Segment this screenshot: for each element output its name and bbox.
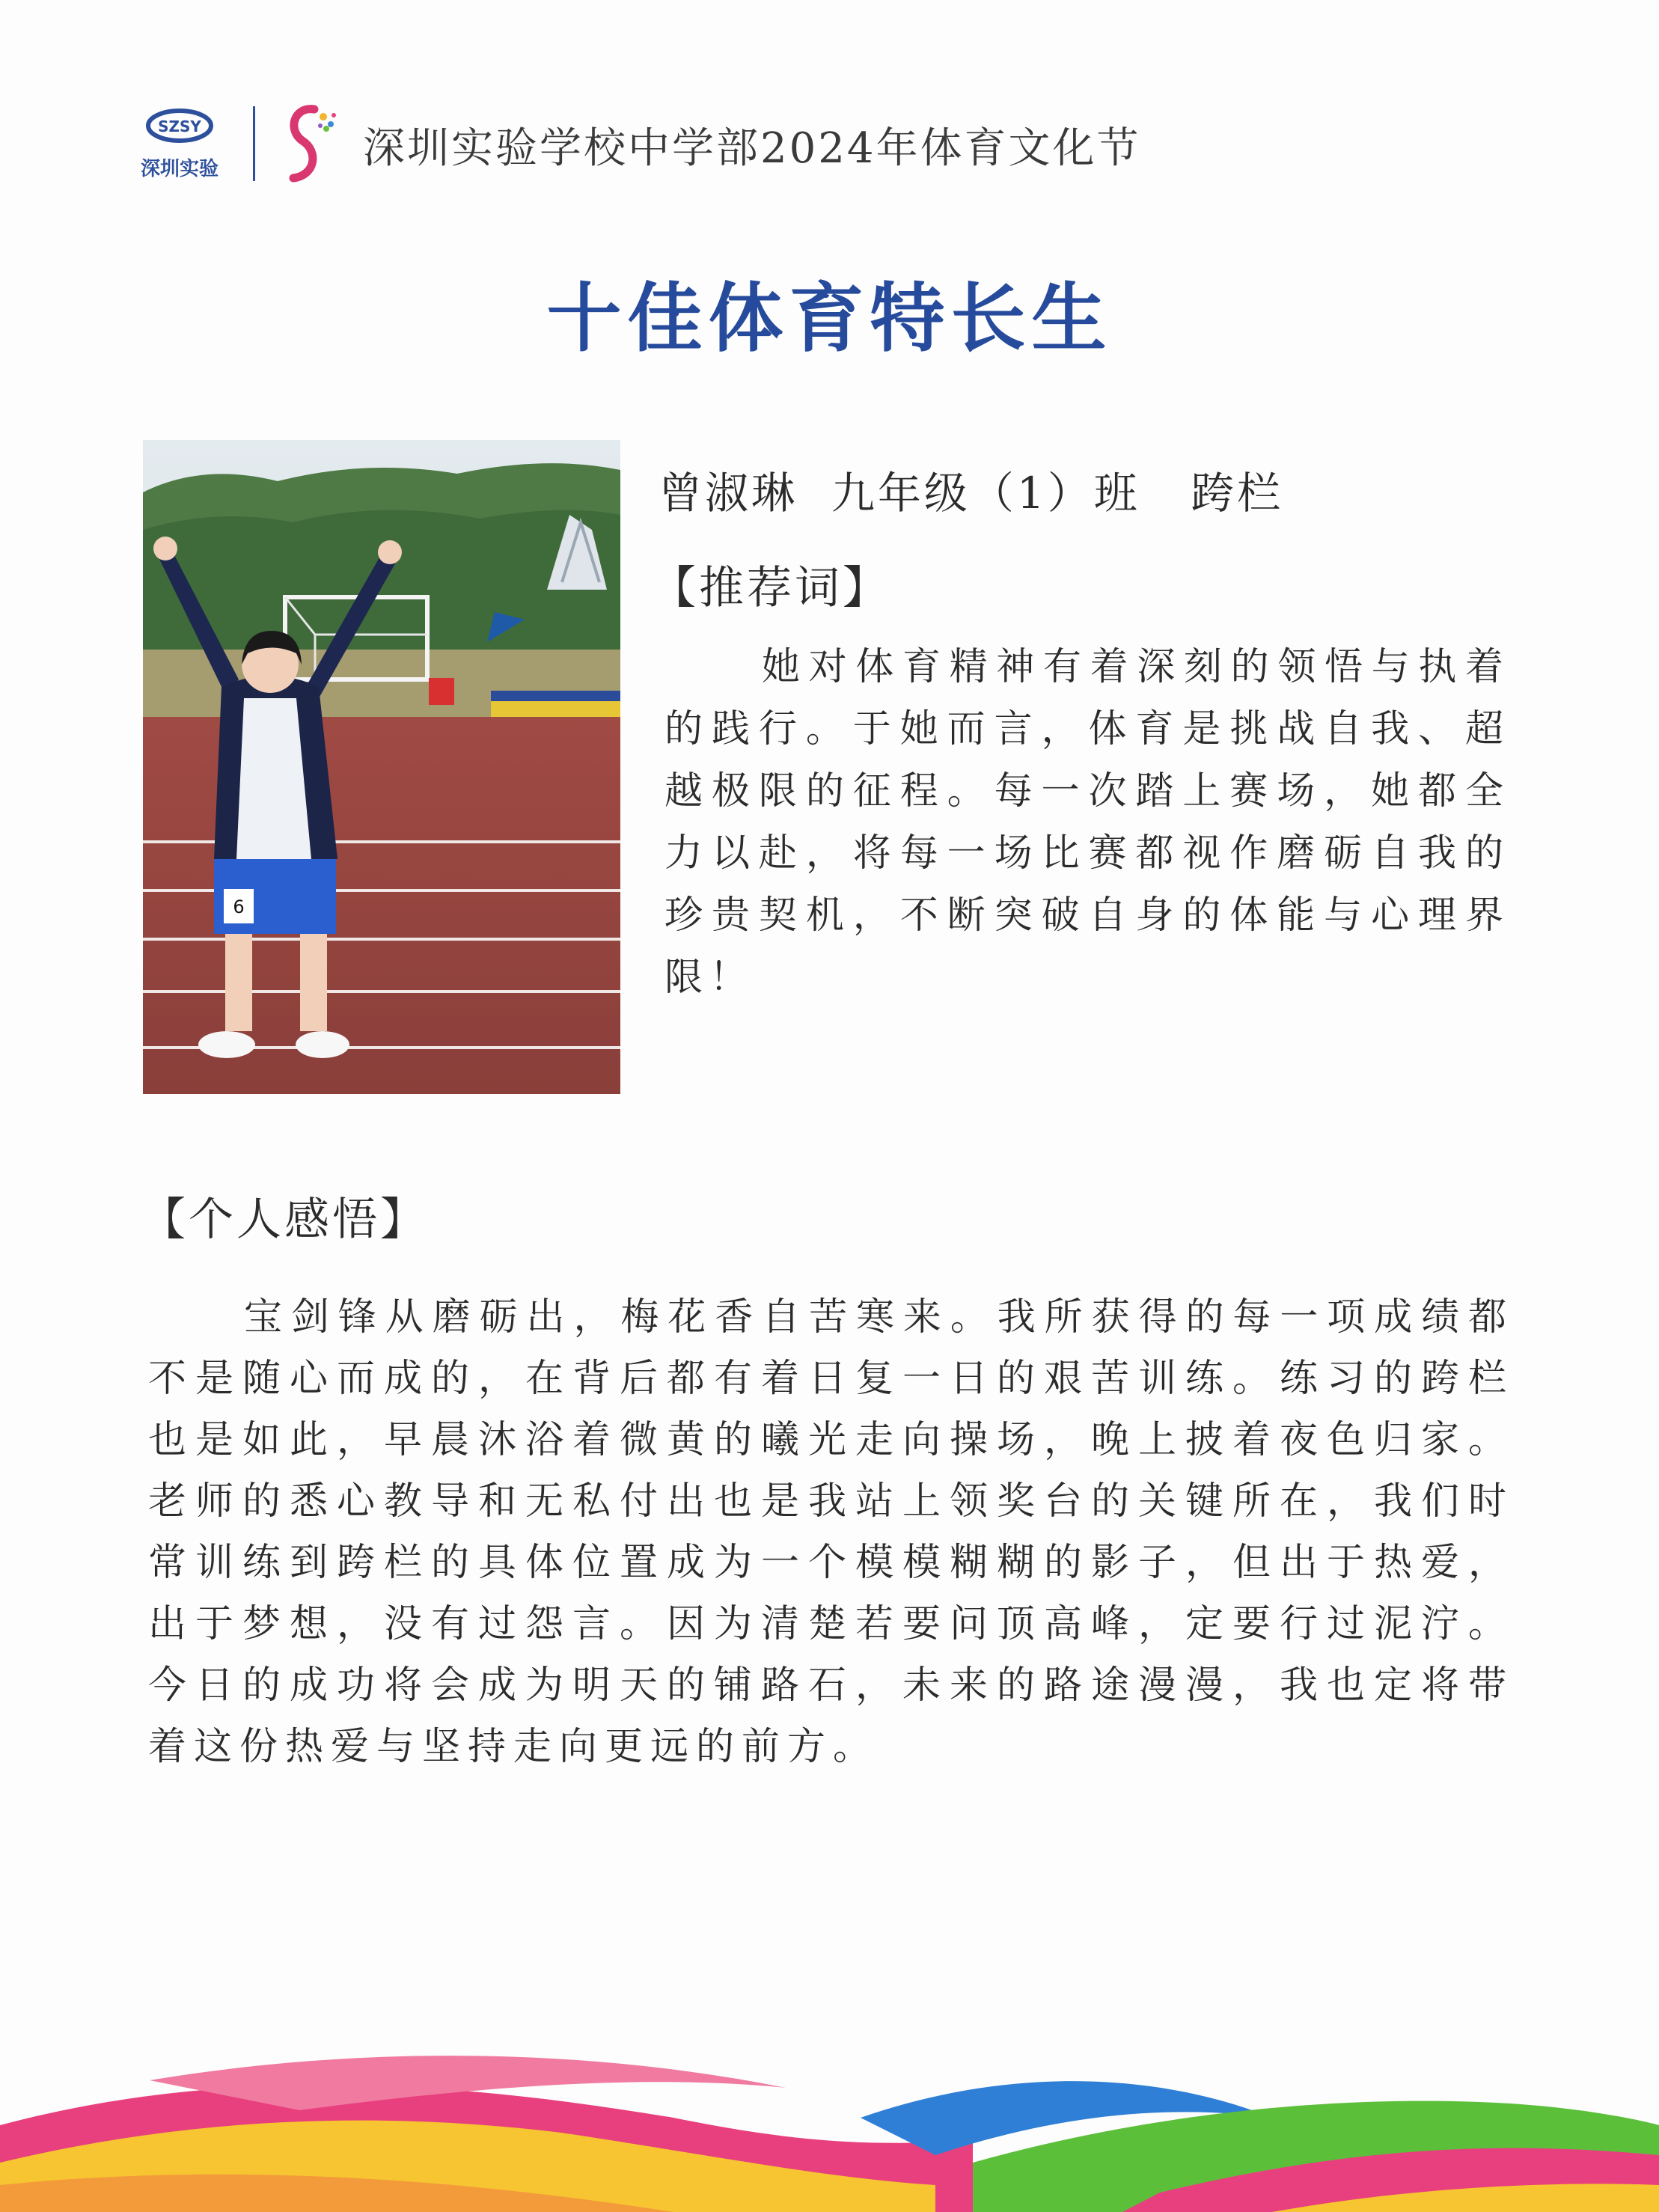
page-title: 十佳体育特长生 [546, 275, 1113, 362]
festival-logo [280, 103, 340, 186]
school-logo-text: SZSY [158, 117, 201, 135]
reflection-body: 宝剑锋从磨砺出，梅花香自苦寒来。我所获得的每一项成绩都不是随心而成的，在背后都有着日复一日的艰苦训练。练习的跨栏也是如此，早晨沐浴着微黄的曦光走向操场，晚上披着夜色归家。老师的悉心教导和无私付出也是我站上领奖台的关键所在，我们时常训练到跨栏的具体位置成为一个模模糊糊的影子，但出于热爱，出于梦想，没有过怨言。因为清楚若要问顶高峰，定要行过泥泞。今日的成功将会成为明天的铺路石，未来的路途漫漫，我也定将带着这份热爱与坚持走向更远的前方。 [148, 1295, 1514, 1769]
page-header [135, 103, 1482, 186]
school-logo [135, 103, 224, 186]
student-name-line: 曾淑琳 九年级（1）班 跨栏 [659, 468, 1284, 519]
recommendation-heading: 【推荐词】 [651, 562, 890, 614]
bib-number: 6 [233, 896, 245, 917]
reflection-heading: 【个人感悟】 [141, 1194, 428, 1246]
footer-wave-decoration [0, 2035, 1659, 2212]
recommendation-body: 她对体育精神有着深刻的领悟与执着的践行。于她而言，体育是挑战自我、超越极限的征程。每一次踏上赛场，她都全力以赴，将每一场比赛都视作磨砺自我的珍贵契机，不断突破自身的体能与心理界限！ [664, 645, 1510, 1000]
student-photo [143, 440, 620, 1094]
header-title: 深圳实验学校中学部2024年体育文化节 [363, 124, 1141, 173]
school-logo-caption: 深圳实验 [140, 158, 219, 180]
logo-divider [253, 106, 255, 181]
